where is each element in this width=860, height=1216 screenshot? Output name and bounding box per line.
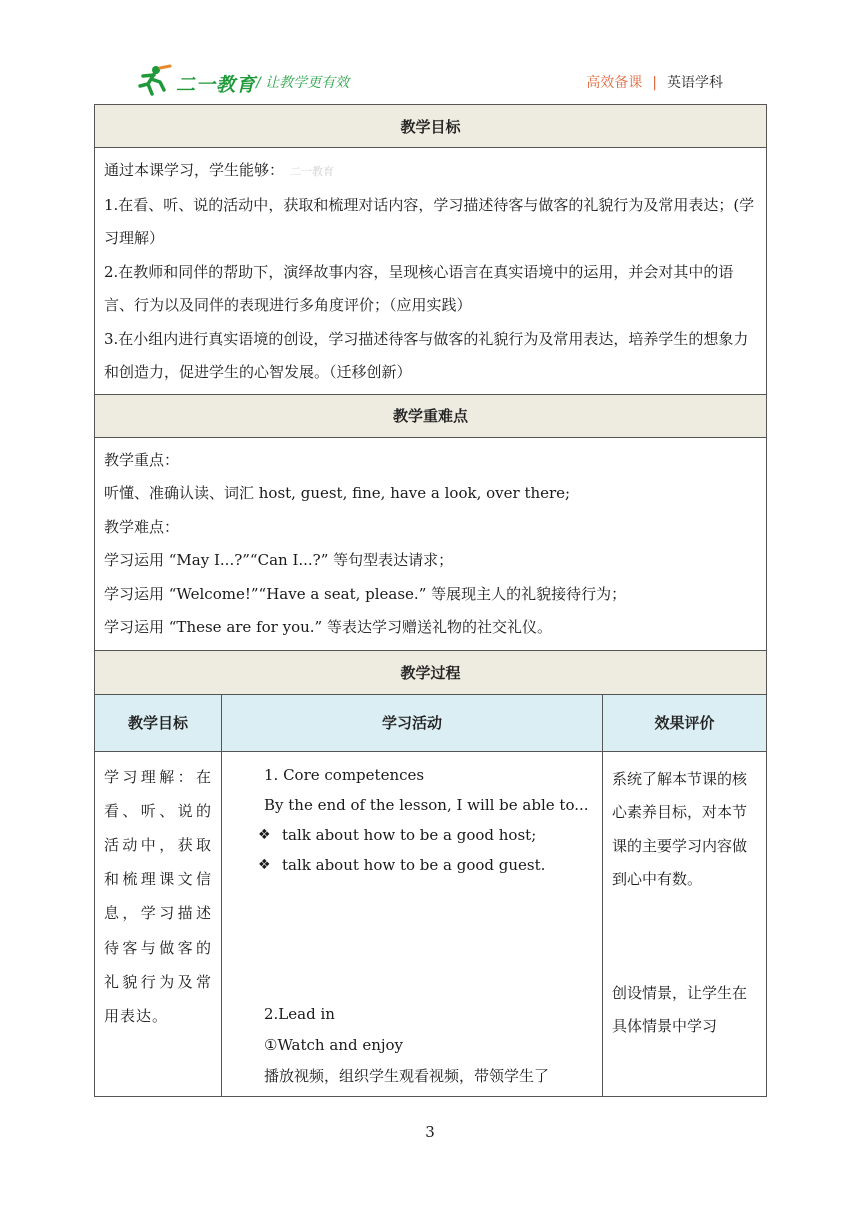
core-competences-title: 1. Core competences <box>264 765 425 784</box>
col-header-goal: 教学目标 <box>95 694 222 751</box>
lead-in-title: 2.Lead in <box>264 1004 335 1023</box>
lesson-plan-table <box>94 104 767 1097</box>
difficult-point-2: 学习运用 “Welcome!”“Have a seat, please.” 等展现主人的礼貌接待行为； <box>104 584 627 603</box>
list-item <box>258 850 594 880</box>
objectives-content <box>95 148 767 395</box>
header-tag-subject: 英语学科 <box>667 75 723 91</box>
objective-3: 3.在小组内进行真实语境的创设，学习描述待客与做客的礼貌行为及常用表达，培养学生的想象力和创造力，促进学生的心智发展。（迁移创新） <box>104 329 749 381</box>
key-point-1: 听懂、准确认读、词汇 host, guest, fine, have a look, over there; <box>104 484 571 502</box>
process-eval-cell <box>603 751 767 1096</box>
diamond-bullet-icon: ❖ <box>258 856 271 873</box>
brand-name: 二一教育 <box>176 74 257 96</box>
eval-text-2: 创设情景，让学生在具体情景中学习 <box>612 983 748 1035</box>
header-subject <box>586 72 723 92</box>
header-separator: | <box>652 75 657 91</box>
bullet-text-1: talk about how to be a good host; <box>282 825 537 844</box>
keypoints-content <box>95 437 767 650</box>
process-goal-cell: 学习理解：在看、听、说的活动中，获取和梳理课文信息，学习描述待客与做客的礼貌行为及常用表达。 <box>95 751 222 1096</box>
objectives-heading: 教学目标 <box>95 105 767 148</box>
objectives-intro: 通过本课学习，学生能够： <box>104 161 285 179</box>
difficult-label: 教学难点： <box>104 517 180 536</box>
objective-2: 2.在教师和同伴的帮助下，演绎故事内容，呈现核心语言在真实语境中的运用，并会对其中的语言、行为以及同伴的表现进行多角度评价；（应用实践） <box>104 262 734 314</box>
watch-description: 播放视频，组织学生观看视频，带领学生了 <box>264 1066 550 1085</box>
process-activity-cell <box>222 751 603 1096</box>
difficult-point-3: 学习运用 “These are for you.” 等表达学习赠送礼物的社交礼仪。 <box>104 618 552 636</box>
watermark-logo: 二一教育 <box>290 165 335 178</box>
bullet-text-2: talk about how to be a good guest. <box>282 855 546 874</box>
col-header-activity: 学习活动 <box>222 694 603 751</box>
header-tag-prep: 高效备课 <box>586 75 643 91</box>
col-header-eval: 效果评价 <box>603 694 767 751</box>
keypoints-heading: 教学重难点 <box>95 394 767 437</box>
page-header <box>0 0 860 104</box>
key-label: 教学重点： <box>104 450 180 469</box>
diamond-bullet-icon: ❖ <box>258 826 271 843</box>
watch-and-enjoy: ①Watch and enjoy <box>264 1035 404 1054</box>
page-number: 3 <box>425 1123 435 1141</box>
list-item <box>258 820 594 850</box>
process-heading: 教学过程 <box>95 650 767 694</box>
eval-text-1: 系统了解本节课的核心素养目标，对本节课的主要学习内容做到心中有数。 <box>612 769 748 888</box>
difficult-point-1: 学习运用 “May I...?”“Can I...?” 等句型表达请求； <box>104 551 454 569</box>
objective-1: 1.在看、听、说的活动中，获取和梳理对话内容，学习描述待客与做客的礼貌行为及常用表达；(学习理解） <box>104 195 755 247</box>
brand-slogan: / 让教学更有效 <box>256 75 350 91</box>
core-competences-intro: By the end of the lesson, I will be able to... <box>264 795 589 814</box>
